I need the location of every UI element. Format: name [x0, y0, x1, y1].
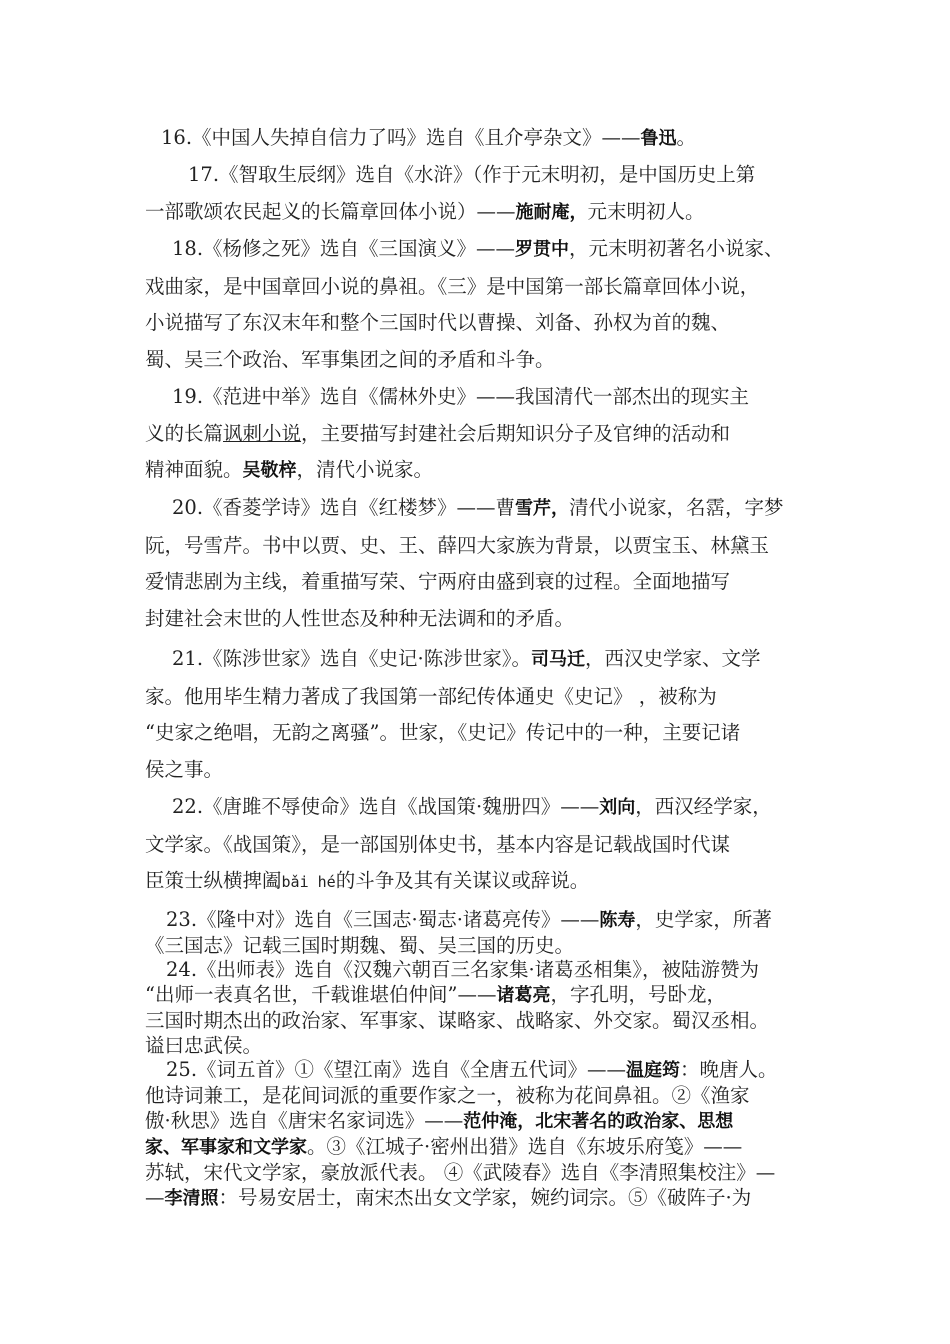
entry-24-line-1: 24.《出师表》选自《汉魏六朝百三名家集·诸葛丞相集》，被陆游赞为	[166, 958, 759, 981]
entry-18-text: 18.《杨修之死》选自《三国演义》——	[172, 237, 516, 260]
entry-18-line-1	[0, 231, 950, 269]
entry-19	[0, 379, 950, 490]
entry-23-text: 23.《隆中对》选自《三国志·蜀志·诸葛亮传》——	[166, 908, 600, 931]
entry-19-tail-2: ，清代小说家。	[296, 458, 434, 481]
entry-22-text-2: 臣策士纵横捭阖	[145, 869, 282, 892]
entry-22-tail-2: 的斗争及其有关谋议或辞说。	[335, 869, 590, 892]
entry-24-text: “出师一表真名世，千载谁堪伯仲间”——	[145, 983, 497, 1006]
entry-24-tail: ，字孔明，号卧龙，	[550, 983, 726, 1006]
entry-21-author: 司马迁	[530, 649, 585, 670]
entry-23-author: 陈寿	[599, 910, 636, 931]
entry-20-text: 20.《香菱学诗》选自《红楼梦》——曹	[172, 496, 516, 519]
entry-20-author: 雪芹，	[515, 498, 570, 519]
entry-16-author: 鲁迅	[640, 128, 677, 149]
entry-21	[0, 641, 950, 788]
entry-20	[0, 490, 950, 637]
entry-25-author-1: 温庭筠	[626, 1060, 681, 1081]
entry-20-line-3: 爱情悲剧为主线，着重描写荣、宁两府由盛到衰的过程。全面地描写	[145, 570, 731, 593]
entry-18-line-4: 蜀、吴三个政治、军事集团之间的矛盾和斗争。	[145, 347, 555, 371]
entry-19-author: 吴敬梓	[242, 460, 297, 481]
entry-19-line-3	[0, 452, 950, 490]
entry-20-line-2: 阮，号雪芹。书中以贾、史、王、薛四大家族为背景，以贾宝玉、林黛玉	[145, 533, 770, 557]
entry-22-line-1	[0, 789, 950, 827]
entry-19-tail: ，主要描写封建社会后期知识分子及官绅的活动和	[301, 421, 731, 445]
entry-19-text: 义的长篇	[145, 421, 224, 445]
entry-24-line-4: 谥曰忠武侯。	[145, 1034, 263, 1057]
entry-22-line-2: 文学家。《战国策》，是一部国别体史书，基本内容是记载战国时代谋	[145, 832, 731, 856]
entry-23-line-2: 《三国志》记载三国时期魏、蜀、吴三国的历史。	[145, 934, 575, 957]
entry-22-tail: ，西汉经学家，	[635, 795, 772, 818]
entry-23	[0, 907, 950, 958]
entry-25-line-3	[0, 1108, 950, 1134]
entry-16	[0, 120, 950, 158]
entry-25-text-6: ：号易安居士，南宋杰出女文学家，婉约词宗。⑤《破阵子·为	[218, 1186, 752, 1209]
entry-20-line-4: 封建社会末世的人性世态及种种无法调和的矛盾。	[145, 606, 575, 630]
entry-21-line-3: “史家之绝唱，无韵之离骚”。世家，《史记》传记中的一种，主要记诸	[145, 721, 741, 744]
entry-25-author-4: 李清照	[164, 1188, 219, 1209]
entry-21-text: 21.《陈涉世家》选自《史记·陈涉世家》。	[172, 647, 531, 670]
entry-21-line-4: 侯之事。	[145, 757, 224, 781]
entry-24	[0, 957, 950, 1058]
entry-17-author: 施耐庵，	[515, 201, 588, 223]
entry-25-line-2: 他诗词兼工，是花间词派的重要作家之一，被称为花间鼻祖。②《渔家	[145, 1084, 750, 1107]
entry-20-tail: 清代小说家，名霑，字梦	[569, 496, 784, 519]
entry-25-text-4: 。③《江城子·密州出猎》选自《东坡乐府笺》——	[307, 1135, 743, 1158]
entry-19-line-2	[0, 416, 950, 453]
entry-21-tail: ，西汉史学家、文学	[584, 647, 761, 670]
entry-17-text: 一部歌颂农民起义的长篇章回体小说）——	[145, 199, 516, 223]
entry-22-line-3	[0, 863, 950, 901]
entry-23-line-1	[0, 907, 950, 933]
entry-25-dash: —	[145, 1186, 165, 1209]
entry-25-line-1	[0, 1057, 950, 1083]
entry-16-line-1	[0, 120, 950, 158]
entry-17-line-1: 17.《智取生辰纲》选自《水浒》（作于元末明初，是中国历史上第	[188, 163, 756, 186]
entry-22-pinyin: bǎi hé	[281, 873, 336, 891]
entry-18-line-3: 小说描写了东汉末年和整个三国时代以曹操、刘备、孙权为首的魏、	[145, 311, 731, 334]
entry-24-author: 诸葛亮	[496, 985, 551, 1006]
entry-17-line-2	[0, 194, 950, 232]
entry-19-text-2: 精神面貌。	[145, 458, 243, 481]
entry-16-tail: 。	[676, 126, 697, 149]
entry-25-line-5: 苏轼，宋代文学家，豪放派代表。 ④《武陵春》选自《李清照集校注》—	[145, 1161, 776, 1184]
entry-24-line-3: 三国时期杰出的政治家、军事家、谋略家、战略家、外交家。蜀汉丞相。	[145, 1009, 770, 1032]
entry-23-tail: ，史学家，所著	[635, 908, 772, 931]
entry-19-genre-underlined: 讽刺小说	[223, 421, 302, 445]
entry-17	[0, 157, 950, 231]
entry-25-line-4	[0, 1134, 950, 1160]
entry-24-line-2	[0, 982, 950, 1008]
entry-25	[0, 1057, 950, 1211]
entry-18-tail: ，元末明初著名小说家、	[569, 237, 784, 260]
entry-25-tail: ：晚唐人。	[680, 1058, 778, 1081]
entry-17-tail: 元末明初人。	[587, 199, 705, 223]
entry-25-author-2: 范仲淹，北宋著名的政治家、思想	[463, 1111, 734, 1132]
entry-18-author: 罗贯中	[515, 239, 570, 260]
entry-18	[0, 231, 950, 378]
entry-21-line-1	[0, 641, 950, 679]
entry-25-text-3: 傲·秋思》选自《唐宋名家词选》——	[145, 1109, 464, 1132]
entry-25-author-2-cont: 家、军事家和文学家	[145, 1137, 307, 1158]
entry-25-text: 25.《词五首》①《望江南》选自《全唐五代词》——	[166, 1058, 627, 1081]
entry-21-line-2: 家。他用毕生精力著成了我国第一部纪传体通史《史记》 ，被称为	[145, 684, 717, 708]
entry-18-line-2: 戏曲家，是中国章回小说的鼻祖。《三》是中国第一部长篇章回体小说，	[145, 274, 760, 298]
entry-22-text: 22.《唐雎不辱使命》选自《战国策·魏册四》——	[172, 795, 600, 818]
entry-19-line-1: 19.《范进中举》选自《儒林外史》——我国清代一部杰出的现实主	[172, 385, 750, 408]
entry-25-line-6	[0, 1185, 950, 1211]
entry-22	[0, 789, 950, 901]
entry-20-line-1	[0, 490, 950, 528]
entry-16-text: 16.《中国人失掉自信力了吗》选自《且介亭杂文》——	[161, 126, 641, 149]
entry-22-author: 刘向	[599, 797, 636, 818]
